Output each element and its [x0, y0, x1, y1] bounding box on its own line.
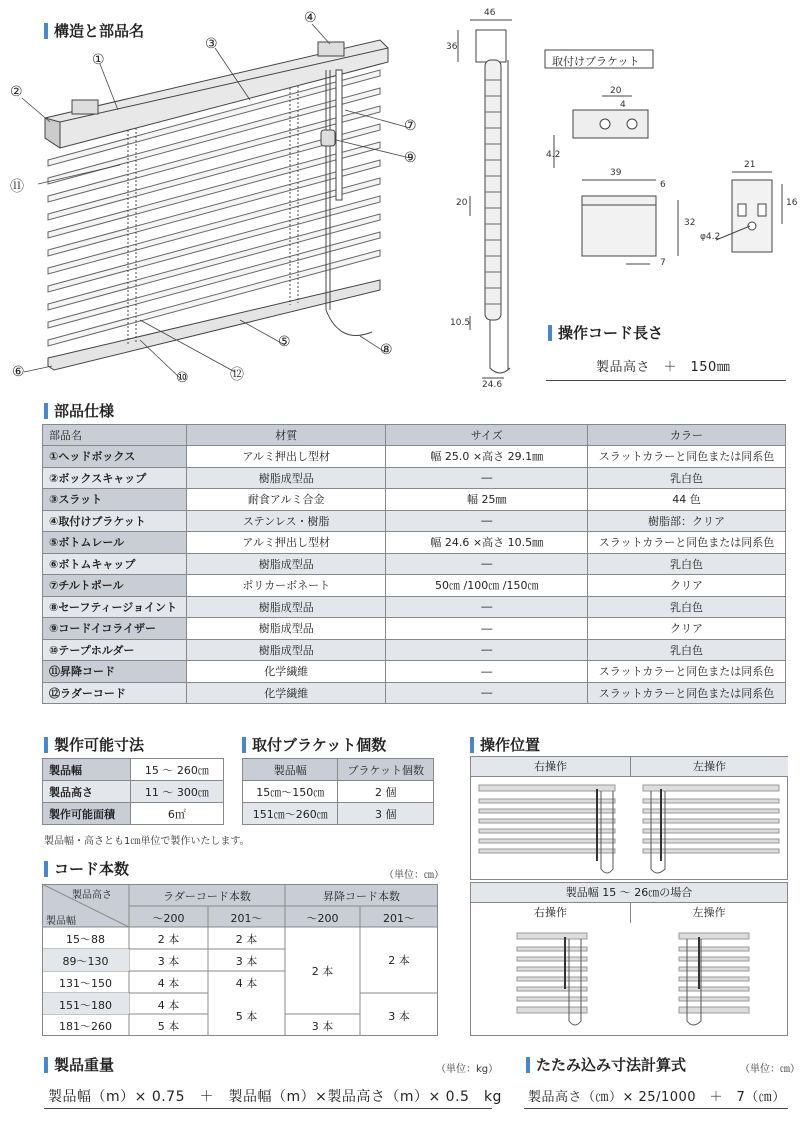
spec-row [43, 446, 786, 468]
make-size-note: 製品幅・高さとも1㎝単位で製作いたします。 [44, 836, 250, 847]
bracket-label: 取付けブラケット [552, 55, 640, 68]
spec-size: ― [386, 639, 588, 661]
spec-header-name: 部品名 [43, 425, 187, 446]
spec-color: スラットカラーと同色または同系色 [588, 682, 786, 704]
bracket-dim-h: 21 [744, 160, 756, 170]
spec-material: アルミ押出し型材 [186, 532, 386, 554]
make-size-label: 製品幅 [43, 759, 131, 781]
cords-corner-bottom: 製品幅 [46, 916, 76, 927]
bracket-count-table [242, 758, 434, 825]
cords-title: コード本数 [44, 860, 129, 878]
dim-mid: 20 [456, 198, 468, 208]
dim-height: 36 [446, 42, 458, 52]
callout-10: ⑩ [176, 370, 189, 386]
bracket-dim-e: 6 [660, 180, 666, 190]
bracket-count-cell: 2 個 [338, 781, 434, 803]
make-size-table [42, 758, 224, 825]
cords-ladder-low: 3 本 [157, 955, 180, 968]
spec-name: ⑨コードイコライザー [43, 618, 187, 640]
spec-size: ― [386, 682, 588, 704]
dim-bottom: 10.5 [450, 318, 471, 328]
bracket-dim-c: 4.2 [546, 150, 561, 160]
spec-color: スラットカラーと同色または同系色 [588, 532, 786, 554]
callout-5: ⑤ [278, 334, 291, 350]
spec-row [43, 682, 786, 704]
cords-ladder-high: 4 本 [235, 977, 258, 990]
spec-row [43, 618, 786, 640]
make-size-value: 15 ～ 260㎝ [130, 759, 223, 781]
spec-material: 樹脂成型品 [186, 553, 386, 575]
spec-title: 部品仕様 [44, 402, 114, 420]
operation-wide-illustration [471, 777, 788, 879]
operation-narrow-left: 左操作 [692, 906, 726, 919]
spec-name: ⑫ラダーコード [43, 682, 187, 704]
spec-color: 乳白色 [588, 553, 786, 575]
callout-6: ⑥ [12, 364, 25, 380]
spec-row [43, 532, 786, 554]
spec-size: 幅 25.0 ×高さ 29.1㎜ [386, 446, 588, 468]
cords-sub: 201～ [230, 912, 263, 925]
operation-narrow-right: 右操作 [471, 903, 631, 923]
cords-ladder-low: 2 本 [157, 933, 180, 946]
bracket-count-header: ブラケット個数 [338, 759, 434, 781]
spec-material: 化学繊維 [186, 682, 386, 704]
spec-header-color: カラー [588, 425, 786, 446]
spec-table [42, 424, 786, 704]
dim-width: 46 [484, 8, 496, 18]
callout-4: ④ [304, 10, 317, 26]
fold-unit: （単位：㎝） [740, 1064, 800, 1075]
bracket-count-cell: 151㎝～260㎝ [243, 803, 338, 825]
spec-material: ポリカーボネート [186, 575, 386, 597]
spec-size: 50㎝ /100㎝ /150㎝ [386, 575, 588, 597]
callout-11: ⑪ [10, 179, 24, 195]
spec-size: 幅 25㎜ [386, 489, 588, 511]
spec-material: 樹脂成型品 [186, 467, 386, 489]
spec-row [43, 489, 786, 511]
cords-ladder-low: 4 本 [157, 999, 180, 1012]
spec-color: 乳白色 [588, 639, 786, 661]
cords-ladder-high: 3 本 [235, 955, 258, 968]
spec-color: スラットカラーと同色または同系色 [588, 661, 786, 683]
cords-lift-low: 3 本 [311, 1020, 334, 1033]
spec-material: アルミ押出し型材 [186, 446, 386, 468]
cords-width: 89～130 [62, 955, 109, 968]
cords-width: 151～180 [59, 999, 112, 1012]
spec-header-size: サイズ [386, 425, 588, 446]
spec-material: ステンレス・樹脂 [186, 510, 386, 532]
spec-row [43, 575, 786, 597]
operation-narrow-illustration [471, 923, 788, 1035]
spec-size: ― [386, 510, 588, 532]
blind-diagram [0, 0, 800, 395]
spec-name: ③スラット [43, 489, 187, 511]
cord-length-formula: 製品高さ ＋ 150㎜ [596, 360, 731, 375]
bracket-dim-d: 39 [610, 168, 622, 178]
spec-row [43, 596, 786, 618]
spec-size: 幅 24.6 ×高さ 10.5㎜ [386, 532, 588, 554]
fold-title: たたみ込み寸法計算式 [526, 1056, 686, 1074]
cords-ladder-high: 2 本 [235, 933, 258, 946]
cords-ladder-low: 4 本 [157, 977, 180, 990]
callout-7: ⑦ [404, 118, 417, 134]
spec-color: 乳白色 [588, 596, 786, 618]
spec-material: 樹脂成型品 [186, 596, 386, 618]
make-size-title: 製作可能寸法 [44, 736, 144, 754]
spec-name: ⑪昇降コード [43, 661, 187, 683]
spec-material: 樹脂成型品 [186, 639, 386, 661]
spec-material: 耐食アルミ合金 [186, 489, 386, 511]
operation-wide-panel [470, 756, 788, 880]
cords-sub: ～200 [152, 912, 185, 925]
spec-row [43, 661, 786, 683]
spec-name: ④取付けブラケット [43, 510, 187, 532]
spec-size: ― [386, 618, 588, 640]
weight-formula: 製品幅（m）× 0.75 ＋ 製品幅（m）×製品高さ（m）× 0.5 kg [48, 1089, 502, 1105]
cords-width: 15～88 [66, 933, 105, 946]
spec-row [43, 639, 786, 661]
operation-left-label: 左操作 [631, 757, 788, 777]
spec-color: 樹脂部：クリア [588, 510, 786, 532]
spec-name: ⑩テープホルダー [43, 639, 187, 661]
callout-1: ① [92, 52, 105, 68]
bracket-dim-g: 7 [660, 258, 666, 268]
spec-row [43, 553, 786, 575]
spec-color: スラットカラーと同色または同系色 [588, 446, 786, 468]
bracket-dim-hole: φ4.2 [700, 232, 721, 242]
spec-material: 化学繊維 [186, 661, 386, 683]
spec-color: 44 色 [588, 489, 786, 511]
weight-unit: （単位：kg） [436, 1064, 499, 1075]
spec-name: ⑤ボトムレール [43, 532, 187, 554]
callout-12: ⑫ [230, 367, 244, 383]
make-size-value: 6㎡ [130, 803, 223, 825]
cords-lift-low: 2 本 [311, 965, 334, 978]
callout-2: ② [10, 84, 23, 100]
bracket-count-title: 取付ブラケット個数 [242, 736, 386, 754]
cords-lift-high: 2 本 [388, 954, 410, 967]
operation-narrow-title: 製品幅 15 ～ 26㎝の場合 [471, 883, 787, 903]
spec-size: ― [386, 467, 588, 489]
spec-size: ― [386, 596, 588, 618]
cords-sub: 201～ [383, 912, 415, 925]
callout-3: ③ [205, 36, 218, 52]
spec-name: ①ヘッドボックス [43, 446, 187, 468]
weight-title: 製品重量 [44, 1056, 114, 1074]
spec-name: ⑦チルトポール [43, 575, 187, 597]
dim-base: 24.6 [482, 380, 503, 390]
cords-table [42, 884, 438, 1036]
spec-name: ⑥ボトムキャップ [43, 553, 187, 575]
cords-corner-top: 製品高さ [72, 890, 112, 901]
bracket-dim-b: 4 [620, 100, 626, 110]
cords-ladder-low: 5 本 [157, 1020, 180, 1033]
spec-row [43, 467, 786, 489]
bracket-count-cell: 15㎝～150㎝ [243, 781, 338, 803]
spec-row [43, 510, 786, 532]
cord-length-title: 操作コード長さ [548, 324, 663, 342]
spec-size: ― [386, 661, 588, 683]
make-size-label: 製作可能面積 [43, 803, 131, 825]
cords-group-ladder: ラダーコード本数 [163, 890, 251, 903]
spec-color: クリア [588, 618, 786, 640]
spec-color: クリア [588, 575, 786, 597]
callout-9: ⑨ [404, 150, 417, 166]
cords-unit: （単位：㎝） [384, 870, 444, 881]
bracket-count-cell: 3 個 [338, 803, 434, 825]
spec-name: ⑧セーフティージョイント [43, 596, 187, 618]
spec-color: 乳白色 [588, 467, 786, 489]
cords-ladder-high: 5 本 [235, 1010, 258, 1023]
spec-material: 樹脂成型品 [186, 618, 386, 640]
operation-title: 操作位置 [470, 736, 540, 754]
operation-narrow-panel [470, 882, 788, 1036]
spec-header-material: 材質 [186, 425, 386, 446]
fold-formula: 製品高さ（㎝）× 25/1000 ＋ 7（㎝） [528, 1090, 786, 1105]
make-size-label: 製品高さ [43, 781, 131, 803]
bracket-count-header: 製品幅 [243, 759, 338, 781]
cords-width: 181～260 [59, 1020, 112, 1033]
bracket-dim-f: 32 [684, 218, 696, 228]
bracket-dim-i: 16 [786, 198, 798, 208]
cords-sub: ～200 [306, 912, 339, 925]
callout-8: ⑧ [380, 342, 393, 358]
make-size-value: 11 ～ 300㎝ [130, 781, 223, 803]
bracket-dim-a: 20 [610, 86, 622, 96]
cords-group-lift: 昇降コード本数 [323, 890, 400, 903]
operation-right-label: 右操作 [471, 757, 631, 777]
cords-lift-high: 3 本 [388, 1010, 410, 1023]
cords-width: 131～150 [59, 977, 112, 990]
structure-title: 構造と部品名 [44, 22, 144, 40]
spec-size: ― [386, 553, 588, 575]
spec-name: ②ボックスキャップ [43, 467, 187, 489]
